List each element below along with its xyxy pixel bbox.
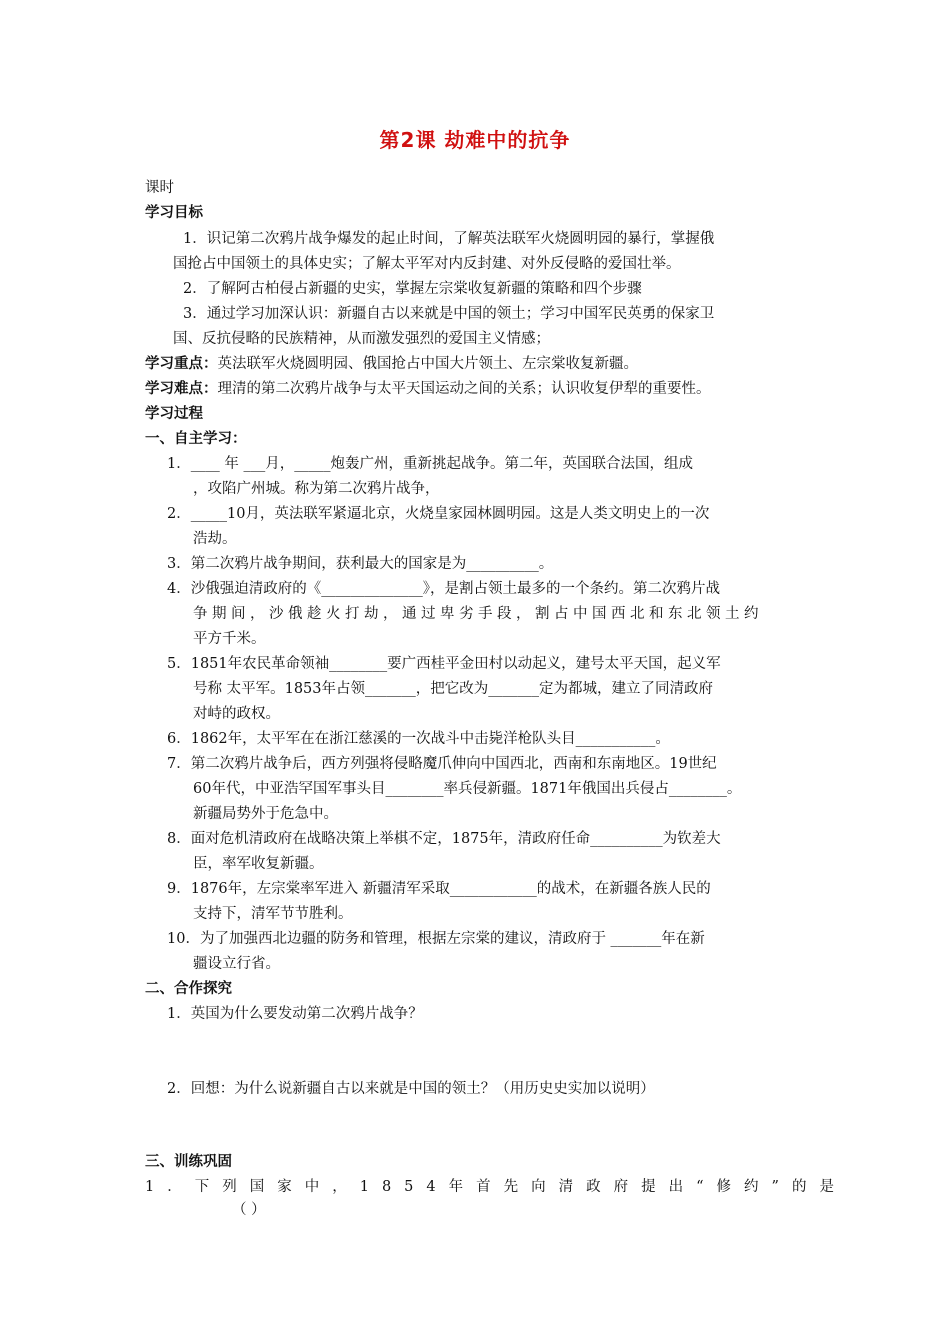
fill-item-cont: 浩劫。 xyxy=(193,531,237,547)
difficult-text: 理清的第二次鸦片战争与太平天国运动之间的关系；认识收复伊犁的重要性。 xyxy=(217,381,711,397)
fill-item-cont: 疆设立行省。 xyxy=(193,956,280,972)
fill-item-cont: 支持下，清军节节胜利。 xyxy=(193,906,353,922)
process-heading: 学习过程 xyxy=(145,406,203,422)
fill-item-cont: 臣，率军收复新疆。 xyxy=(193,856,324,872)
difficult-points xyxy=(145,379,711,399)
lesson-title: 第2课 劫难中的抗争 xyxy=(379,128,571,152)
fill-item: 7．第二次鸦片战争后，西方列强将侵略魔爪伸向中国西北，西南和东南地区。19世纪 xyxy=(167,756,717,772)
practice-question: 1．下列国家中，1854年首先向清政府提出“修约”的是 xyxy=(145,1179,847,1195)
fill-item: 6．1862年，太平军在在浙江慈溪的一次战斗中击毙洋枪队头目___________。 xyxy=(167,731,670,747)
goal-line: 2．了解阿古柏侵占新疆的史实，掌握左宗棠收复新疆的策略和四个步骤 xyxy=(183,281,642,297)
fill-item: 4．沙俄强迫清政府的《______________》，是割占领土最多的一个条约。第二次鸦片战 xyxy=(167,581,720,597)
goal-line: 1．识记第二次鸦片战争爆发的起止时间，了解英法联军火烧圆明园的暴行，掌握俄 xyxy=(183,231,715,247)
key-text: 英法联军火烧圆明园、俄国抢占中国大片领土、左宗棠收复新疆。 xyxy=(217,356,638,372)
key-label: 学习重点： xyxy=(145,356,218,372)
keshi-label: 课时 xyxy=(145,180,174,196)
section1-heading: 一、自主学习： xyxy=(145,431,247,447)
fill-item-cont: 对峙的政权。 xyxy=(193,706,280,722)
fill-item: 9．1876年，左宗棠率军进入 新疆清军采取____________的战术，在新疆各族人民的 xyxy=(167,881,711,897)
fill-item-cont: ，攻陷广州城。称为第二次鸦片战争， xyxy=(193,481,440,497)
fill-item: 3．第二次鸦片战争期间，获利最大的国家是为__________。 xyxy=(167,556,554,572)
key-points xyxy=(145,354,638,374)
fill-item-cont: 60年代，中亚浩罕国军事头目________率兵侵新疆。1871年俄国出兵侵占________。 xyxy=(193,781,742,797)
goals-heading: 学习目标 xyxy=(145,205,203,221)
goal-line: 3．通过学习加深认识：新疆自古以来就是中国的领土；学习中国军民英勇的保家卫 xyxy=(183,306,715,322)
fill-item-cont: 号称 太平军。1853年占领_______，把它改为_______定为都城，建立了同清政府 xyxy=(193,681,714,697)
fill-item: 2．_____10月，英法联军紧逼北京，火烧皇家园林圆明园。这是人类文明史上的一次 xyxy=(167,506,710,522)
inquiry-question: 1．英国为什么要发动第二次鸦片战争？ xyxy=(167,1006,423,1022)
goal-line: 国、反抗侵略的民族精神，从而激发强烈的爱国主义情感； xyxy=(173,331,550,347)
section3-heading: 三、训练巩固 xyxy=(145,1154,232,1170)
fill-item-cont: 平方千米。 xyxy=(193,631,266,647)
fill-item-cont: 新疆局势外于危急中。 xyxy=(193,806,338,822)
fill-item: 1．____ 年 ___月，_____炮轰广州，重新挑起战争。第二年，英国联合法国，组成 xyxy=(167,456,693,472)
fill-item: 10．为了加强西北边疆的防务和管理，根据左宗棠的建议，清政府于 _______年在新 xyxy=(167,931,705,947)
fill-item-cont: 争期间，沙俄趁火打劫，通过卑劣手段，割占中国西北和东北领土约 xyxy=(193,606,763,622)
difficult-label: 学习难点： xyxy=(145,381,218,397)
section2-heading: 二、合作探究 xyxy=(145,981,232,997)
inquiry-question: 2．回想：为什么说新疆自古以来就是中国的领土？（用历史史实加以说明） xyxy=(167,1081,655,1097)
answer-parentheses: （ ） xyxy=(232,1202,266,1218)
fill-item: 5．1851年农民革命领袖________要广西桂平金田村以动起义，建号太平天国，起义军 xyxy=(167,656,721,672)
fill-item: 8．面对危机清政府在战略决策上举棋不定，1875年，清政府任命__________为钦差大 xyxy=(167,831,721,847)
goal-line: 国抢占中国领土的具体史实；了解太平军对内反封建、对外反侵略的爱国壮举。 xyxy=(173,256,681,272)
